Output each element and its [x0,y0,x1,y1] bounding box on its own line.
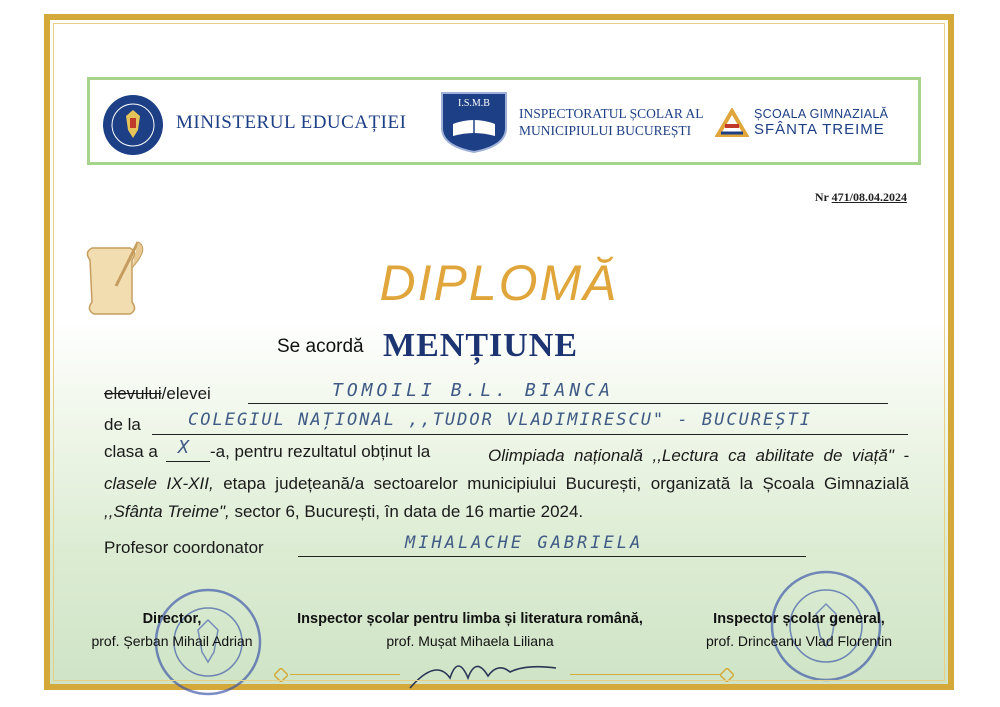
student-label [104,384,211,404]
student-label-struck: elevului [104,384,162,403]
coordinator-name: MIHALACHE GABRIELA [405,533,644,553]
inspectorate-line-1: INSPECTORATUL ȘCOLAR AL [519,106,704,121]
student-label-text: /elevei [161,384,211,403]
olympiad-name: Olimpiada națională ,,Lectura ca abilitate de viață" - clasele IX-XII, [104,446,909,493]
school-name-handwritten: COLEGIUL NAȚIONAL ,,TUDOR VLADIMIRESCU" - BUCUREȘTI [188,410,812,430]
director-name: prof. Șerban Mihail Adrian [91,633,253,649]
school-line-1: ȘCOALA GIMNAZIALĂ [754,107,889,121]
ornament-rule-left [290,674,400,675]
signature-director [62,608,282,652]
award-prefix: Se acordă [277,336,364,357]
general-inspector-role: Inspector școlar general, [713,611,885,627]
registration-value: 471 [831,190,850,204]
class-label: clasa a [104,442,158,461]
coordinator-line [298,556,806,557]
header-banner [87,77,921,165]
government-seal-icon [102,94,164,156]
body-school-name: ,,Sfânta Treime", [104,502,230,521]
school-name [754,106,888,138]
diploma-title: DIPLOMĂ [379,255,619,311]
body-text-1: etapa județeană/a sectoarelor municipiului București, organizată la Școala Gimnazială [223,474,909,493]
general-inspector-name: prof. Drinceanu Vlad Florentin [706,633,892,649]
handwritten-signature-icon [406,648,566,692]
inspector-romanian-role: Inspector școlar pentru limba și literatura română, [297,611,643,627]
inspectorate-line-2: MUNICIPIULUI BUCUREȘTI [519,123,692,138]
registration-date: /08.04.2024 [849,190,907,204]
registration-label: Nr [814,190,829,204]
class-value: X [178,437,193,458]
diploma-sheet [44,14,954,690]
director-role: Director, [142,611,202,627]
signature-general-inspector [666,608,932,652]
ornament-left-icon [274,668,288,682]
award-name: MENȚIUNE [383,327,579,364]
diploma-body [104,442,909,526]
body-text-2: sector 6, București, în data de 16 martie 2024. [234,502,584,521]
ornament-right-icon [720,668,734,682]
registration-number [815,190,907,205]
school-logo-icon [715,108,749,138]
inspector-romanian-name: prof. Mușat Mihaela Liliana [386,633,554,649]
school-name-line [152,434,908,435]
ismb-badge-text: I.S.M.B [458,98,490,109]
school-line-2: SFÂNTA TREIME [754,121,885,138]
coordinator-label: Profesor coordonator [104,538,264,557]
ministry-name: MINISTERUL EDUCAȚIEI [176,112,407,133]
school-label: de la [104,415,141,434]
ornament-rule-right [570,674,720,675]
signature-inspector-romanian [275,608,665,652]
inspectorate-name [519,105,704,139]
student-name-line [248,403,888,404]
student-name: TOMOILI B.L. BIANCA [332,380,614,401]
class-suffix: -a, pentru rezultatul obținut la [210,442,431,461]
